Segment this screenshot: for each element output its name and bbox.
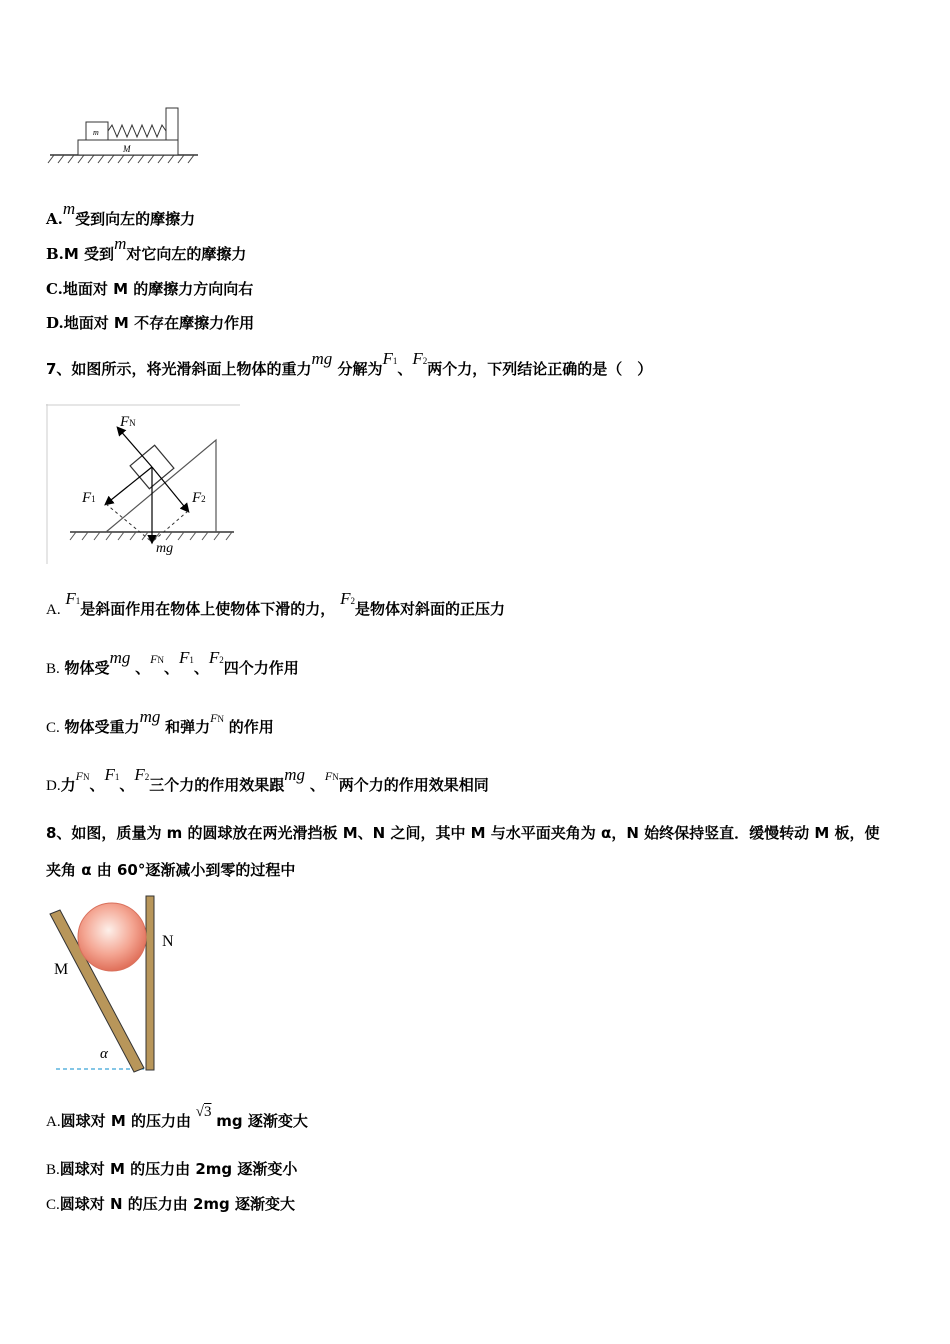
math-f2: F2 — [412, 349, 428, 368]
math-mg: mg — [139, 707, 161, 726]
q6-label-M: M — [123, 144, 131, 154]
sqrt-symbol: √3 — [195, 1104, 212, 1120]
option-text: 地面对 M 不存在摩擦力作用 — [63, 314, 255, 332]
option-text: 三个力的作用效果跟 — [149, 776, 285, 794]
q8-option-b — [46, 1158, 297, 1179]
math-f1: F1 — [104, 765, 120, 784]
q7-label-F2: F2 — [192, 490, 206, 506]
q7-label-mg: mg — [156, 541, 174, 556]
q8-figure — [46, 892, 186, 1076]
q8-label-M: M — [54, 961, 69, 978]
q7-option-c — [46, 707, 274, 737]
q8-label-alpha: α — [100, 1046, 108, 1062]
q7-label-F1: F1 — [82, 490, 96, 506]
q7-option-d: D.力$^{FN}$、F1、F2三个力的作用效果跟mg 、$^{FN}$两个力的作用效果相同 — [46, 765, 489, 794]
q8-option-c — [46, 1193, 295, 1214]
q6-option-b — [46, 234, 247, 264]
option-letter: B. — [46, 1162, 60, 1178]
option-text: 地面对 M 的摩擦力方向向右 — [62, 280, 254, 298]
option-text: 圆球对 M 的压力由 2mg 逐渐变小 — [59, 1160, 298, 1178]
math-fn: FN — [210, 711, 224, 725]
option-text: 的作用 — [228, 718, 274, 736]
q7-stem-start: 7、如图所示，将光滑斜面上物体的重力 — [46, 360, 312, 378]
option-text: 对它向左的摩擦力 — [126, 245, 247, 263]
math-f2: F2 — [340, 589, 355, 608]
option-text: 受到向左的摩擦力 — [75, 210, 196, 228]
option-letter: B. — [46, 661, 60, 677]
option-text: 两个力的作用效果相同 — [338, 776, 489, 794]
math-f1: F1 — [179, 648, 194, 667]
option-pre: M 受到 — [63, 245, 115, 263]
math-m: m — [114, 234, 127, 253]
option-letter: C. — [46, 720, 60, 736]
option-letter: D. — [46, 778, 61, 794]
math-f2: F2 — [134, 765, 150, 784]
math-f1: F1 — [382, 349, 398, 368]
q7-stem-end: 两个力，下列结论正确的是（ ） — [427, 360, 653, 378]
option-text: 圆球对 N 的压力由 2mg 逐渐变大 — [59, 1195, 296, 1213]
q7-option-b: B. 物体受mg 、$^{FN}$、F1、F2四个力作用 — [46, 648, 299, 677]
math-mg: mg — [284, 765, 306, 784]
math-fn: FN — [150, 652, 164, 666]
q6-figure — [46, 100, 206, 170]
option-letter: A. — [46, 602, 61, 618]
option-text: 和弹力 — [165, 718, 211, 736]
separator: 、 — [397, 360, 413, 378]
q8-option-a — [46, 1104, 308, 1131]
math-f1: F1 — [65, 589, 81, 608]
option-letter: A. — [46, 1114, 61, 1130]
q8-stem-line2: 夹角 α 由 60°逐渐减小到零的过程中 — [46, 861, 296, 879]
option-letter: C. — [46, 280, 63, 298]
math-fn: FN — [324, 769, 339, 783]
option-text: 物体受 — [64, 659, 110, 677]
q8-label-N: N — [162, 933, 174, 950]
math-f2: F2 — [208, 648, 224, 667]
q7-figure — [46, 404, 240, 564]
q8-stem-line1: 8、如图，质量为 m 的圆球放在两光滑挡板 M、N 之间，其中 M 与水平面夹角为 α，N 始终保持竖直．缓慢转动 M 板，使 — [46, 824, 880, 842]
option-text: mg 逐渐变大 — [216, 1112, 308, 1130]
q6-option-d — [46, 312, 254, 333]
math-mg: mg — [311, 349, 333, 368]
option-text: 四个力作用 — [223, 659, 299, 677]
option-letter: C. — [46, 1197, 60, 1213]
option-letter: B. — [46, 245, 64, 263]
math-mg: mg — [109, 648, 131, 667]
option-letter: D. — [46, 314, 64, 332]
option-letter: A. — [46, 210, 63, 228]
math-fn: FN — [75, 769, 90, 783]
q6-option-c — [46, 278, 253, 299]
math-m: m — [62, 199, 76, 218]
option-text: 是斜面作用在物体上使物体下滑的力， — [80, 600, 336, 618]
option-text: 圆球对 M 的压力由 — [60, 1112, 191, 1130]
option-text: 物体受重力 — [64, 718, 140, 736]
q6-option-a — [46, 199, 196, 229]
option-text: 力 — [60, 776, 76, 794]
q7-label-FN: FN — [120, 414, 136, 430]
q7-stem — [46, 349, 653, 379]
option-text: 是物体对斜面的正压力 — [354, 600, 505, 618]
q6-label-m: m — [93, 128, 99, 137]
q7-stem-mid: 分解为 — [337, 360, 383, 378]
q7-option-a — [46, 589, 505, 619]
